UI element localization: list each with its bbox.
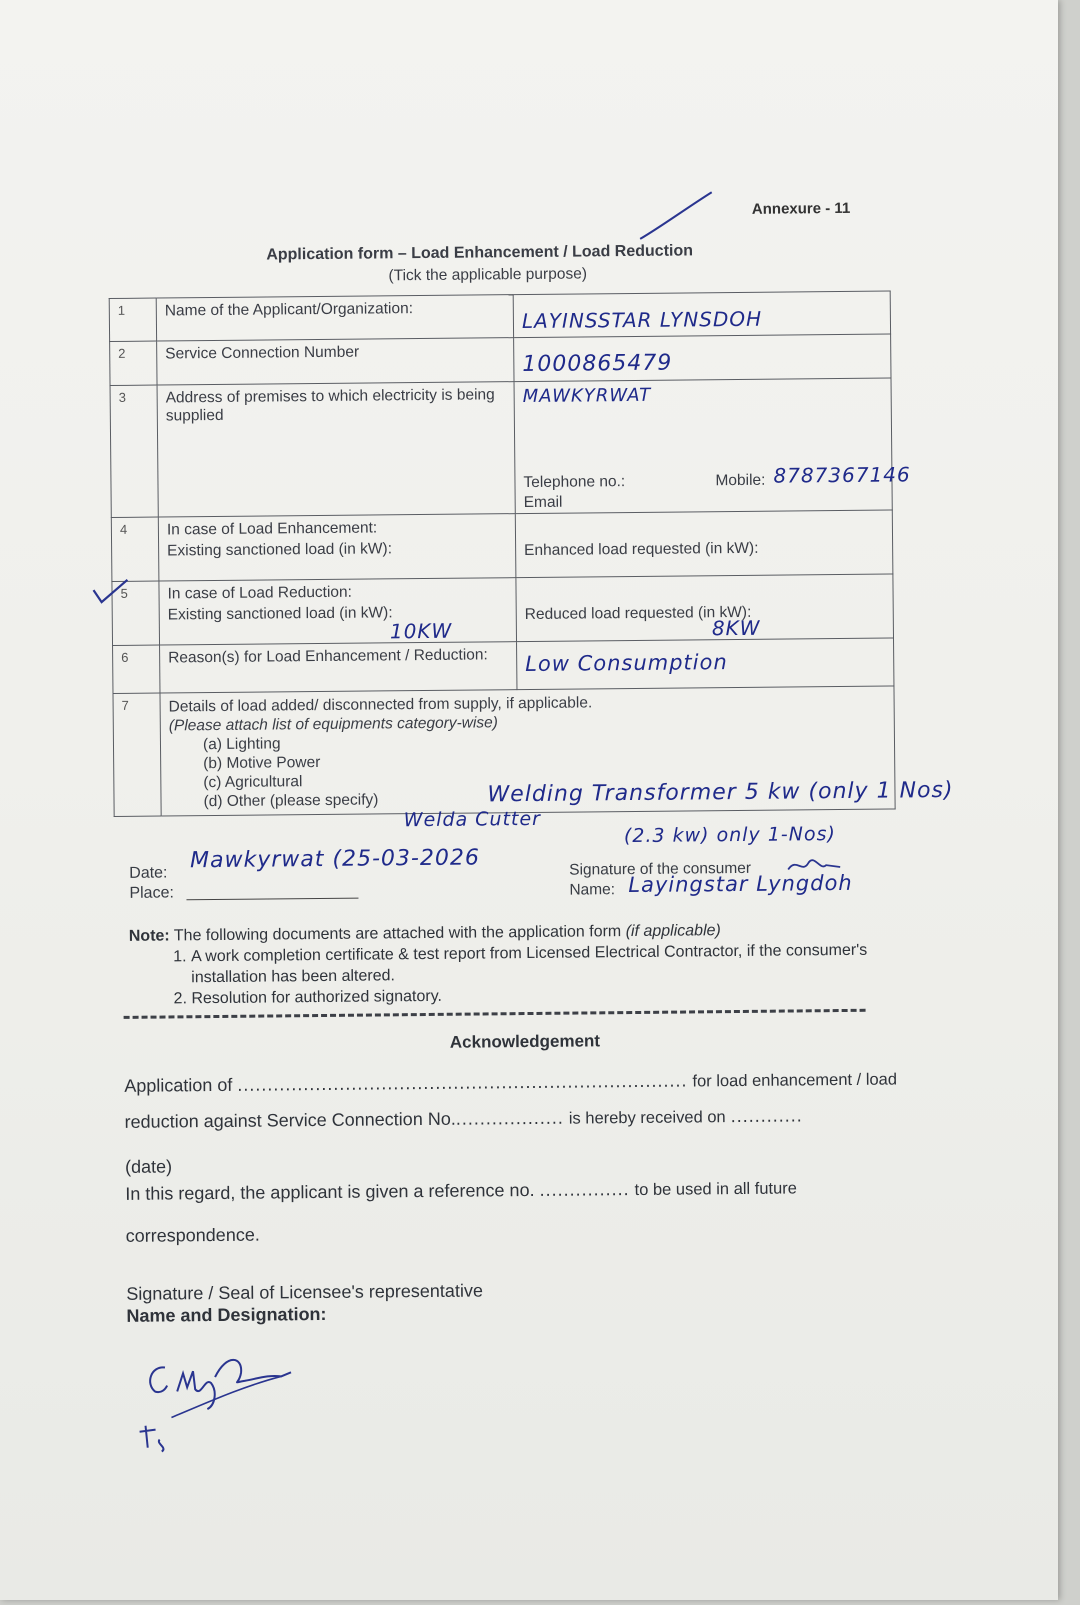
address-value: MAWKYRWAT: [522, 384, 652, 408]
note-text: The following documents are attached with the application form: [173, 923, 622, 945]
category-item: (c) Agricultural: [203, 773, 303, 792]
place-line: [186, 898, 358, 901]
enhancement-existing-label: Existing sanctioned load (in kW):: [167, 540, 393, 560]
row-number: 7: [113, 693, 161, 816]
consumer-name-label: Name:: [569, 881, 616, 899]
place-label: Place:: [129, 884, 174, 902]
note-item: 1. A work completion certificate & test report from Licensed Electrical Contractor, if the consumer's installation has been altered.: [191, 939, 909, 988]
ack-text: In this regard, the applicant is given a reference no.: [125, 1179, 535, 1204]
application-table: [109, 291, 911, 817]
tick-mark-icon: [91, 576, 131, 606]
row-4: [111, 510, 893, 581]
row-3: [110, 378, 892, 517]
reason-label: Reason(s) for Load Enhancement / Reduction:: [160, 642, 517, 693]
consumer-name-value: Layingstar Lyngdoh: [628, 870, 853, 898]
note-list: [129, 939, 910, 1009]
acknowledgement-heading: Acknowledgement: [449, 1031, 601, 1052]
email-label: Email: [523, 493, 563, 512]
row-number: 6: [113, 645, 160, 693]
reduction-heading: In case of Load Reduction:: [167, 583, 353, 603]
ack-line-1: Application of ........................................................................... for load enhancement / load: [124, 1070, 898, 1096]
ack-text: reduction against Service Connection No.: [124, 1108, 456, 1132]
details-label: Details of load added/ disconnected from supply, if applicable.: [168, 694, 593, 716]
consumer-signature-label: Signature of the consumer: [569, 859, 752, 879]
existing-load-value: 10KW: [389, 618, 453, 644]
category-item: (a) Lighting: [202, 735, 281, 754]
applicant-name-value: LAYINSSTAR LYNSDOH: [521, 306, 763, 334]
annexure-label: Annexure - 11: [751, 199, 851, 218]
equipment-line-2-load: (2.3 kw) only 1-Nos): [623, 823, 836, 848]
ack-line-5: correspondence.: [125, 1224, 260, 1246]
cut-line: [124, 1009, 866, 1019]
telephone-label: Telephone no.:: [523, 473, 626, 492]
service-connection-label: Service Connection Number: [157, 338, 514, 385]
mobile-label: Mobile:: [715, 471, 766, 490]
ack-text: to be used in all future: [634, 1179, 798, 1200]
licensee-signature-icon: [131, 1346, 302, 1458]
ack-text: is hereby received on: [568, 1108, 726, 1128]
form-title: Application form – Load Enhancement / Load Reduction: [266, 242, 694, 264]
row-5: [112, 574, 894, 645]
row-number: 3: [110, 385, 158, 517]
ack-text: Application of: [124, 1074, 233, 1096]
equipment-line-1: Welding Transformer 5 kw (only 1 Nos): [487, 777, 954, 808]
address-label: Address of premises to which electricity is being supplied: [157, 382, 515, 517]
date-label: Date:: [129, 864, 168, 882]
name-designation-label: Name and Designation:: [126, 1303, 327, 1326]
category-item: (d) Other (please specify): [203, 791, 379, 811]
row-2: [110, 334, 891, 385]
row-number: 5: [112, 581, 160, 645]
note-label: Note:: [128, 927, 170, 945]
reduced-load-value: 8KW: [711, 615, 761, 641]
ack-text: for load enhancement / load: [692, 1070, 898, 1091]
tick-mark-icon: [636, 186, 717, 247]
enhancement-heading: In case of Load Enhancement:: [166, 519, 378, 539]
form-subtitle: (Tick the applicable purpose): [388, 265, 588, 285]
details-sublabel: (Please attach list of equipments category-wise): [168, 714, 498, 735]
enhanced-load-label: Enhanced load requested (in kW):: [515, 510, 893, 578]
reduced-load-label: Reduced load requested (in kW):: [524, 603, 752, 624]
row-number: 2: [110, 341, 157, 385]
equipment-line-2-name: Welda Cutter: [403, 807, 542, 832]
mobile-value: 8787367146: [773, 462, 911, 488]
row-6: [113, 638, 894, 693]
row-number: 1: [109, 298, 156, 341]
ack-line-4: In this regard, the applicant is given a reference no. ............... to be used in all future: [125, 1179, 798, 1204]
category-item: (b) Motive Power: [203, 754, 321, 773]
reason-value: Low Consumption: [525, 650, 728, 677]
ack-line-2: reduction against Service Connection No................... is hereby received on ............: [124, 1105, 803, 1132]
note-section: [129, 918, 910, 1009]
note-qualifier: (if applicable): [625, 922, 721, 941]
date-value: Mawkyrwat (25-03-2026: [189, 845, 481, 874]
row-number: 4: [111, 517, 159, 581]
note-item: 2. Resolution for authorized signatory.: [191, 981, 909, 1009]
licensee-signature-label: Signature / Seal of Licensee's representative: [126, 1280, 483, 1304]
row-1: [109, 291, 890, 341]
service-connection-value: 1000865479: [522, 350, 673, 378]
ack-line-3: (date): [124, 1156, 173, 1177]
applicant-name-label: Name of the Applicant/Organization:: [156, 295, 513, 341]
reduction-existing-label: Existing sanctioned load (in kW):: [167, 604, 393, 624]
